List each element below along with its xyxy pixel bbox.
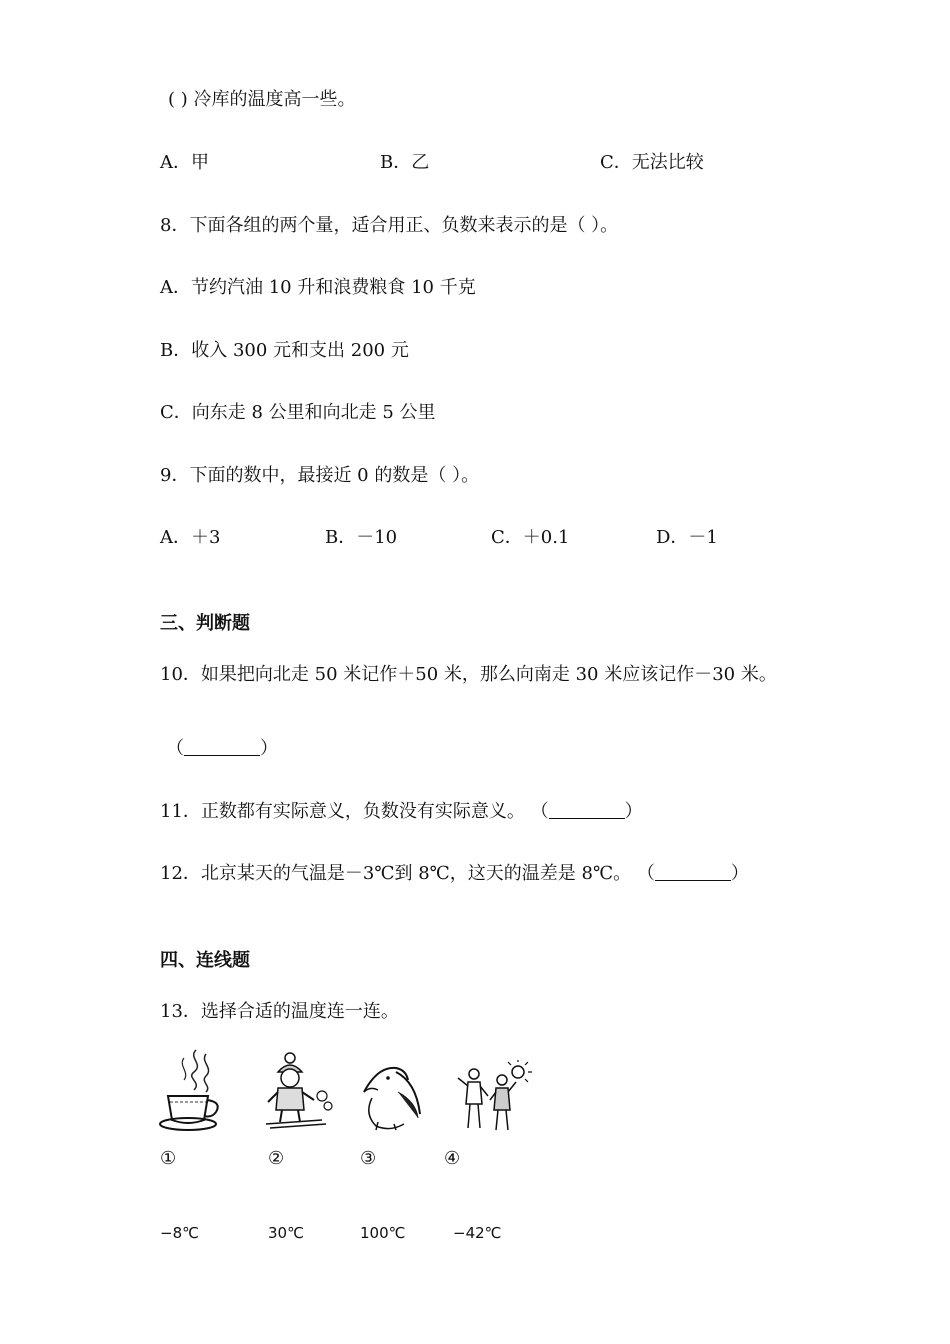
q7-option-c[interactable]: C．无法比较 (600, 152, 704, 173)
q9-option-b[interactable]: B．－10 (325, 527, 398, 548)
q9-option-c[interactable]: C．＋0.1 (491, 527, 570, 548)
answer-blank-line[interactable] (184, 737, 260, 756)
q8-stem: 8．下面各组的两个量，适合用正、负数来表示的是（ ）。 (160, 215, 619, 236)
q10-answer-blank[interactable] (166, 737, 278, 761)
picture-label-1: ① (160, 1148, 177, 1169)
q10-stem: 10．如果把向北走 50 米记作＋50 米，那么向南走 30 米应该记作－30 米。 (160, 664, 777, 685)
section-4-title: 四、连线题 (160, 950, 250, 971)
q13-stem: 13．选择合适的温度连一连。 (160, 1001, 399, 1022)
children-in-sun-icon (454, 1060, 536, 1134)
temperature-option-4[interactable]: −42℃ (453, 1224, 502, 1242)
q11-line (160, 800, 643, 824)
q12-stem: 12．北京某天的气温是－3℃到 8℃，这天的温差是 8℃。 (160, 863, 632, 884)
picture-label-2: ② (268, 1148, 285, 1169)
q9-stem: 9．下面的数中，最接近 0 的数是（ ）。 (160, 465, 480, 486)
temperature-option-1[interactable]: −8℃ (160, 1224, 199, 1242)
section-3-title: 三、判断题 (160, 613, 250, 634)
q11-stem: 11．正数都有实际意义，负数没有实际意义。 (160, 801, 525, 822)
paren-close: ） (624, 801, 643, 822)
q8-option-a[interactable]: A．节约汽油 10 升和浪费粮食 10 千克 (160, 277, 476, 298)
q8-option-c[interactable]: C．向东走 8 公里和向北走 5 公里 (160, 402, 436, 423)
q8-option-b[interactable]: B．收入 300 元和支出 200 元 (160, 340, 409, 361)
penguin-icon (358, 1062, 424, 1132)
paren-close: ） (260, 738, 278, 759)
q11-answer-blank[interactable] (531, 801, 643, 822)
q9-option-a[interactable]: A．＋3 (160, 527, 221, 548)
q12-line (160, 862, 749, 886)
q7-option-a[interactable]: A．甲 (160, 152, 209, 173)
q12-answer-blank[interactable] (637, 863, 749, 884)
q7-tail: ( ) 冷库的温度高一些。 (168, 89, 356, 110)
paren-close: ） (730, 863, 749, 884)
answer-blank-line[interactable] (655, 862, 731, 881)
q7-option-b[interactable]: B．乙 (380, 152, 430, 173)
answer-blank-line[interactable] (549, 800, 625, 819)
temperature-option-3[interactable]: 100℃ (360, 1224, 406, 1242)
paren-open: （ (636, 863, 655, 884)
q9-option-d[interactable]: D．－1 (656, 527, 718, 548)
child-skiing-icon (262, 1048, 334, 1132)
paren-open: （ (166, 738, 184, 759)
hot-tea-cup-icon (158, 1046, 228, 1132)
temperature-option-2[interactable]: 30℃ (268, 1224, 304, 1242)
paren-open: （ (530, 801, 549, 822)
picture-label-4: ④ (444, 1148, 461, 1169)
picture-label-3: ③ (360, 1148, 377, 1169)
